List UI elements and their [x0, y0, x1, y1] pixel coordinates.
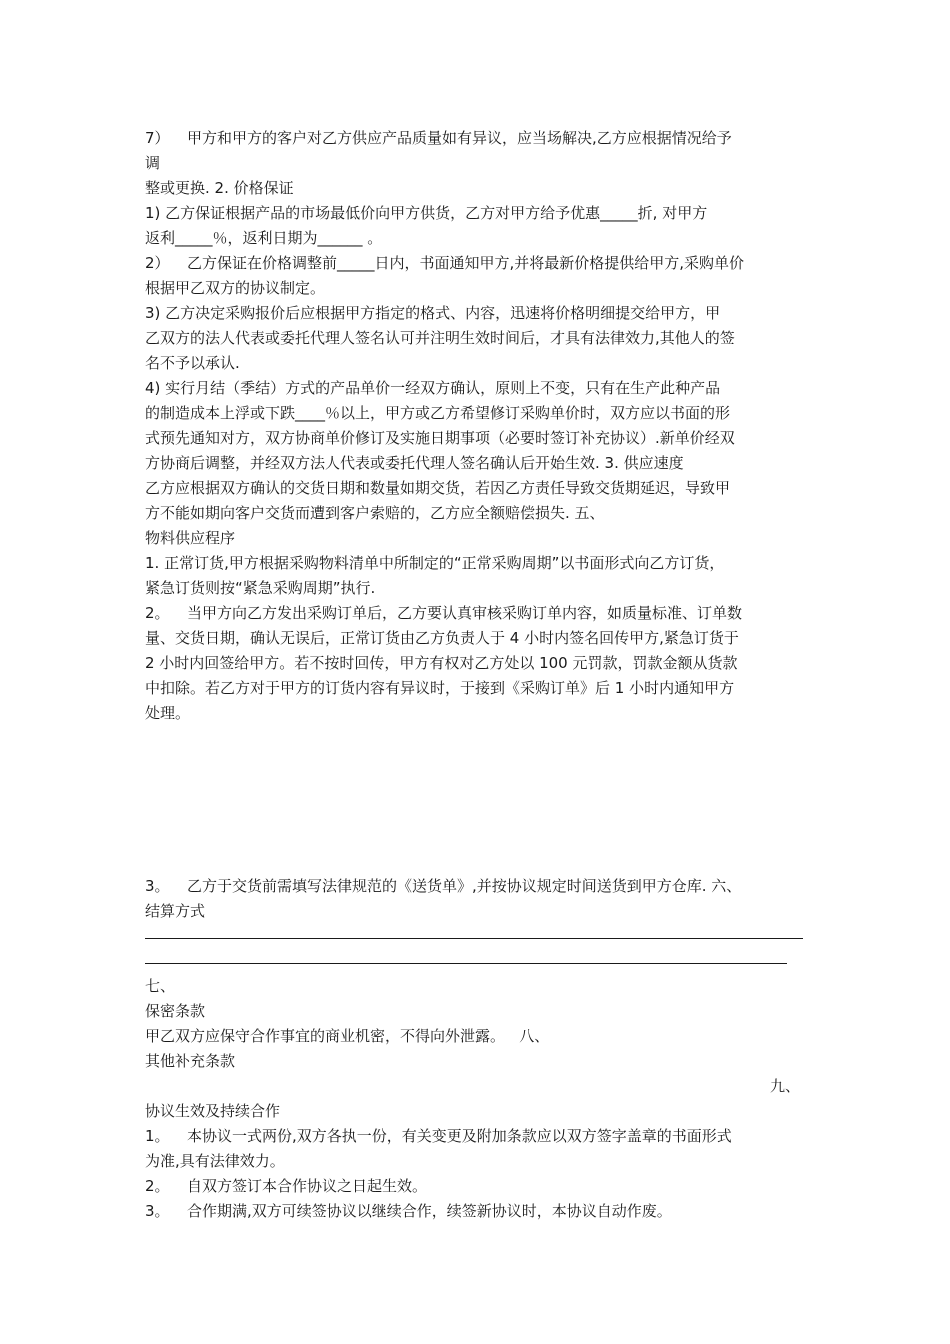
item-number: 3。: [145, 1202, 170, 1220]
text-line: 为准,具有法律效力。: [145, 1152, 285, 1170]
item-number: 2。: [145, 604, 170, 622]
item-number: 1。: [145, 1127, 170, 1145]
text-line: [145, 876, 741, 896]
line-text: 合作期满,双方可续签协议以继续合作，续签新协议时，本协议自动作废。: [187, 1202, 672, 1220]
line-text: 本协议一式两份,双方各执一份，有关变更及附加条款应以双方签字盖章的书面形式: [187, 1127, 732, 1145]
line-text: 乙方于交货前需填写法律规范的《送货单》,并按协议规定时间送货到甲方仓库. 六、: [187, 877, 742, 895]
text-line: [145, 128, 732, 148]
text-line: 处理。: [145, 704, 191, 722]
section-heading: 保密条款: [145, 1002, 206, 1020]
text-line: 根据甲乙双方的协议制定。: [145, 279, 326, 297]
text-line: [145, 253, 744, 273]
text-line: 1. 正常订货,甲方根据采购物料清单中所制定的“正常采购周期”以书面形式向乙方订货，: [145, 554, 725, 572]
line-text: 乙方保证在价格调整前_____日内，书面通知甲方,并将最新价格提供给甲方,采购单价: [187, 254, 745, 272]
section-heading: 结算方式: [145, 902, 206, 920]
section-number: 七、: [145, 977, 176, 995]
text-line: 整或更换. 2. 价格保证: [145, 179, 294, 197]
text-line: 的制造成本上浮或下跌____％以上，甲方或乙方希望修订采购单价时，双方应以书面的形: [145, 404, 731, 422]
text-line: 式预先通知对方，双方协商单价修订及实施日期事项（必要时签订补充协议）.新单价经双: [145, 429, 735, 447]
item-number: 2）: [145, 254, 170, 272]
line-text: 甲方和甲方的客户对乙方供应产品质量如有异议，应当场解决,乙方应根据情况给予: [187, 129, 732, 147]
text-line: 名不予以承认.: [145, 354, 240, 372]
text-line: 3) 乙方决定采购报价后应根据甲方指定的格式、内容，迅速将价格明细提交给甲方，甲: [145, 304, 721, 322]
text-line: 乙双方的法人代表或委托代理人签名认可并注明生效时间后，才具有法律效力,其他人的签: [145, 329, 735, 347]
section-heading: 协议生效及持续合作: [145, 1102, 281, 1120]
line-text: 自双方签订本合作协议之日起生效。: [187, 1177, 428, 1195]
text-line: 返利_____％，返利日期为______ 。: [145, 229, 383, 247]
item-number: 2。: [145, 1177, 170, 1195]
text-line: [145, 1126, 732, 1146]
text-line: 紧急订货则按“紧急采购周期”执行.: [145, 579, 376, 597]
text-line: 调: [145, 154, 161, 172]
text-line: [145, 603, 742, 623]
text-line: 1) 乙方保证根据产品的市场最低价向甲方供货，乙方对甲方给予优惠_____折, 对甲方: [145, 204, 708, 222]
section-heading: 其他补充条款: [145, 1052, 236, 1070]
text-line: 乙方应根据双方确认的交货日期和数量如期交货，若因乙方责任导致交货期延迟，导致甲: [145, 479, 731, 497]
text-line: [145, 1201, 672, 1221]
text-line: [145, 1176, 427, 1196]
blank-fill-line: [145, 963, 787, 964]
section-number: 九、: [770, 1077, 801, 1095]
text-line: 甲乙双方应保守合作事宜的商业机密，不得向外泄露。 八、: [145, 1027, 550, 1045]
item-number: 7）: [145, 129, 170, 147]
text-line: 中扣除。若乙方对于甲方的订货内容有异议时，于接到《采购订单》后 1 小时内通知甲方: [145, 679, 735, 697]
text-line: 量、交货日期，确认无误后，正常订货由乙方负责人于 4 小时内签名回传甲方,紧急订货于: [145, 629, 739, 647]
item-number: 3。: [145, 877, 170, 895]
blank-fill-line: [145, 938, 803, 939]
text-line: 4) 实行月结（季结）方式的产品单价一经双方确认，原则上不变，只有在生产此种产品: [145, 379, 721, 397]
section-heading: 物料供应程序: [145, 529, 236, 547]
text-line: 2 小时内回签给甲方。若不按时回传，甲方有权对乙方处以 100 元罚款，罚款金额从货款: [145, 654, 738, 672]
line-text: 当甲方向乙方发出采购订单后，乙方要认真审核采购订单内容，如质量标准、订单数: [187, 604, 743, 622]
text-line: 方不能如期向客户交货而遭到客户索赔的，乙方应全额赔偿损失. 五、: [145, 504, 605, 522]
text-line: 方协商后调整，并经双方法人代表或委托代理人签名确认后开始生效. 3. 供应速度: [145, 454, 684, 472]
